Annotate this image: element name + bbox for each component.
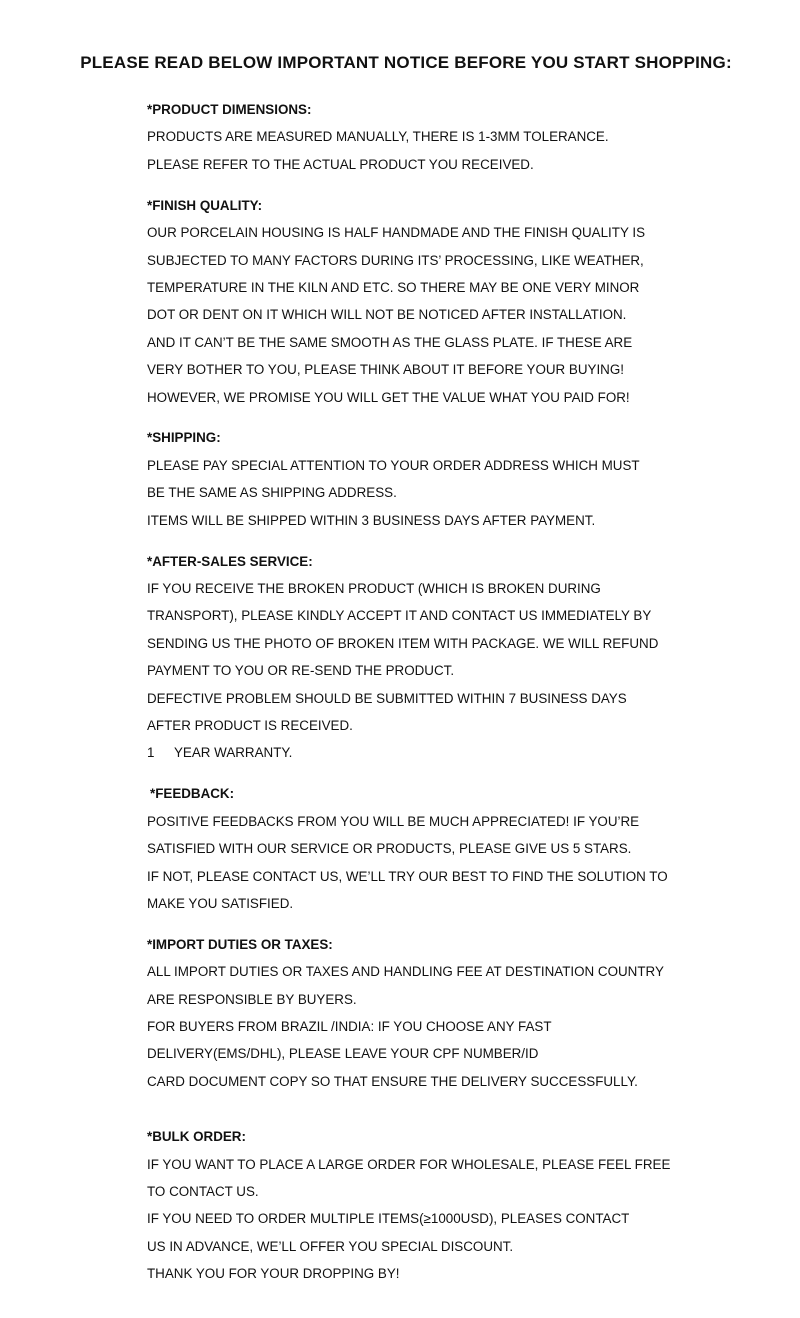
section-line: ALL IMPORT DUTIES OR TAXES AND HANDLING FEE AT DESTINATION COUNTRY — [147, 964, 664, 980]
section-feedback — [147, 780, 787, 917]
section-line: TRANSPORT), PLEASE KINDLY ACCEPT IT AND CONTACT US IMMEDIATELY BY — [147, 608, 652, 624]
section-bulk-order — [147, 1123, 787, 1287]
section-heading: *AFTER-SALES SERVICE: — [147, 553, 313, 569]
section-line: THANK YOU FOR YOUR DROPPING BY! — [147, 1266, 400, 1282]
section-line: PLEASE PAY SPECIAL ATTENTION TO YOUR ORDER ADDRESS WHICH MUST — [147, 457, 640, 473]
section-line: TO CONTACT US. — [147, 1184, 259, 1200]
section-line: PLEASE REFER TO THE ACTUAL PRODUCT YOU RECEIVED. — [147, 156, 534, 172]
section-line: AND IT CAN’T BE THE SAME SMOOTH AS THE GLASS PLATE. IF THESE ARE — [147, 334, 633, 350]
section-line: SENDING US THE PHOTO OF BROKEN ITEM WITH PACKAGE. WE WILL REFUND — [147, 635, 659, 651]
section-line: SATISFIED WITH OUR SERVICE OR PRODUCTS, PLEASE GIVE US 5 STARS. — [147, 841, 632, 857]
section-line: ITEMS WILL BE SHIPPED WITHIN 3 BUSINESS DAYS AFTER PAYMENT. — [147, 512, 596, 528]
warranty-number: 1 — [147, 745, 155, 761]
section-shipping — [147, 424, 787, 534]
section-line: DOT OR DENT ON IT WHICH WILL NOT BE NOTICED AFTER INSTALLATION. — [147, 307, 627, 323]
section-line: DELIVERY(EMS/DHL), PLEASE LEAVE YOUR CPF NUMBER/ID — [147, 1046, 539, 1062]
section-line: PAYMENT TO YOU OR RE-SEND THE PRODUCT. — [147, 663, 455, 679]
section-heading: *FEEDBACK: — [150, 786, 235, 802]
section-heading: *PRODUCT DIMENSIONS: — [147, 102, 312, 117]
page-title: PLEASE READ BELOW IMPORTANT NOTICE BEFORE YOU START SHOPPING: — [80, 53, 732, 72]
section-import-duties — [147, 931, 787, 1095]
section-after-sales-service — [147, 548, 787, 767]
section-line: AFTER PRODUCT IS RECEIVED. — [147, 717, 353, 733]
section-line: OUR PORCELAIN HOUSING IS HALF HANDMADE AND THE FINISH QUALITY IS — [147, 225, 646, 241]
section-line: ARE RESPONSIBLE BY BUYERS. — [147, 991, 357, 1007]
section-heading: *BULK ORDER: — [147, 1129, 246, 1145]
section-line: HOWEVER, WE PROMISE YOU WILL GET THE VALUE WHAT YOU PAID FOR! — [147, 389, 630, 405]
section-heading: *SHIPPING: — [147, 430, 221, 446]
section-product-dimensions — [147, 96, 787, 178]
notice-content — [147, 96, 787, 1288]
section-line: CARD DOCUMENT COPY SO THAT ENSURE THE DELIVERY SUCCESSFULLY. — [147, 1073, 638, 1089]
section-line: IF NOT, PLEASE CONTACT US, WE’LL TRY OUR BEST TO FIND THE SOLUTION TO — [147, 868, 668, 884]
section-line: IF YOU RECEIVE THE BROKEN PRODUCT (WHICH IS BROKEN DURING — [147, 581, 601, 597]
section-line: SUBJECTED TO MANY FACTORS DURING ITS’ PROCESSING, LIKE WEATHER, — [147, 252, 644, 268]
warranty-text: YEAR WARRANTY. — [174, 745, 293, 761]
section-line: POSITIVE FEEDBACKS FROM YOU WILL BE MUCH APPRECIATED! IF YOU’RE — [147, 813, 640, 829]
section-heading: *IMPORT DUTIES OR TAXES: — [147, 936, 333, 952]
section-line: IF YOU NEED TO ORDER MULTIPLE ITEMS(≥1000USD), PLEASES CONTACT — [147, 1211, 630, 1227]
section-line: IF YOU WANT TO PLACE A LARGE ORDER FOR WHOLESALE, PLEASE FEEL FREE — [147, 1156, 671, 1172]
section-line: MAKE YOU SATISFIED. — [147, 895, 294, 911]
section-line: DEFECTIVE PROBLEM SHOULD BE SUBMITTED WITHIN 7 BUSINESS DAYS — [147, 690, 627, 706]
section-heading: *FINISH QUALITY: — [147, 197, 263, 213]
section-finish-quality — [147, 192, 787, 411]
section-line: US IN ADVANCE, WE’LL OFFER YOU SPECIAL DISCOUNT. — [147, 1238, 514, 1254]
section-line: BE THE SAME AS SHIPPING ADDRESS. — [147, 485, 397, 501]
section-line: VERY BOTHER TO YOU, PLEASE THINK ABOUT IT BEFORE YOUR BUYING! — [147, 362, 624, 378]
warranty-line — [147, 739, 787, 766]
section-line: PRODUCTS ARE MEASURED MANUALLY, THERE IS 1-3MM TOLERANCE. — [147, 129, 609, 145]
section-line: TEMPERATURE IN THE KILN AND ETC. SO THERE MAY BE ONE VERY MINOR — [147, 279, 640, 295]
section-line: FOR BUYERS FROM BRAZIL /INDIA: IF YOU CHOOSE ANY FAST — [147, 1019, 552, 1035]
